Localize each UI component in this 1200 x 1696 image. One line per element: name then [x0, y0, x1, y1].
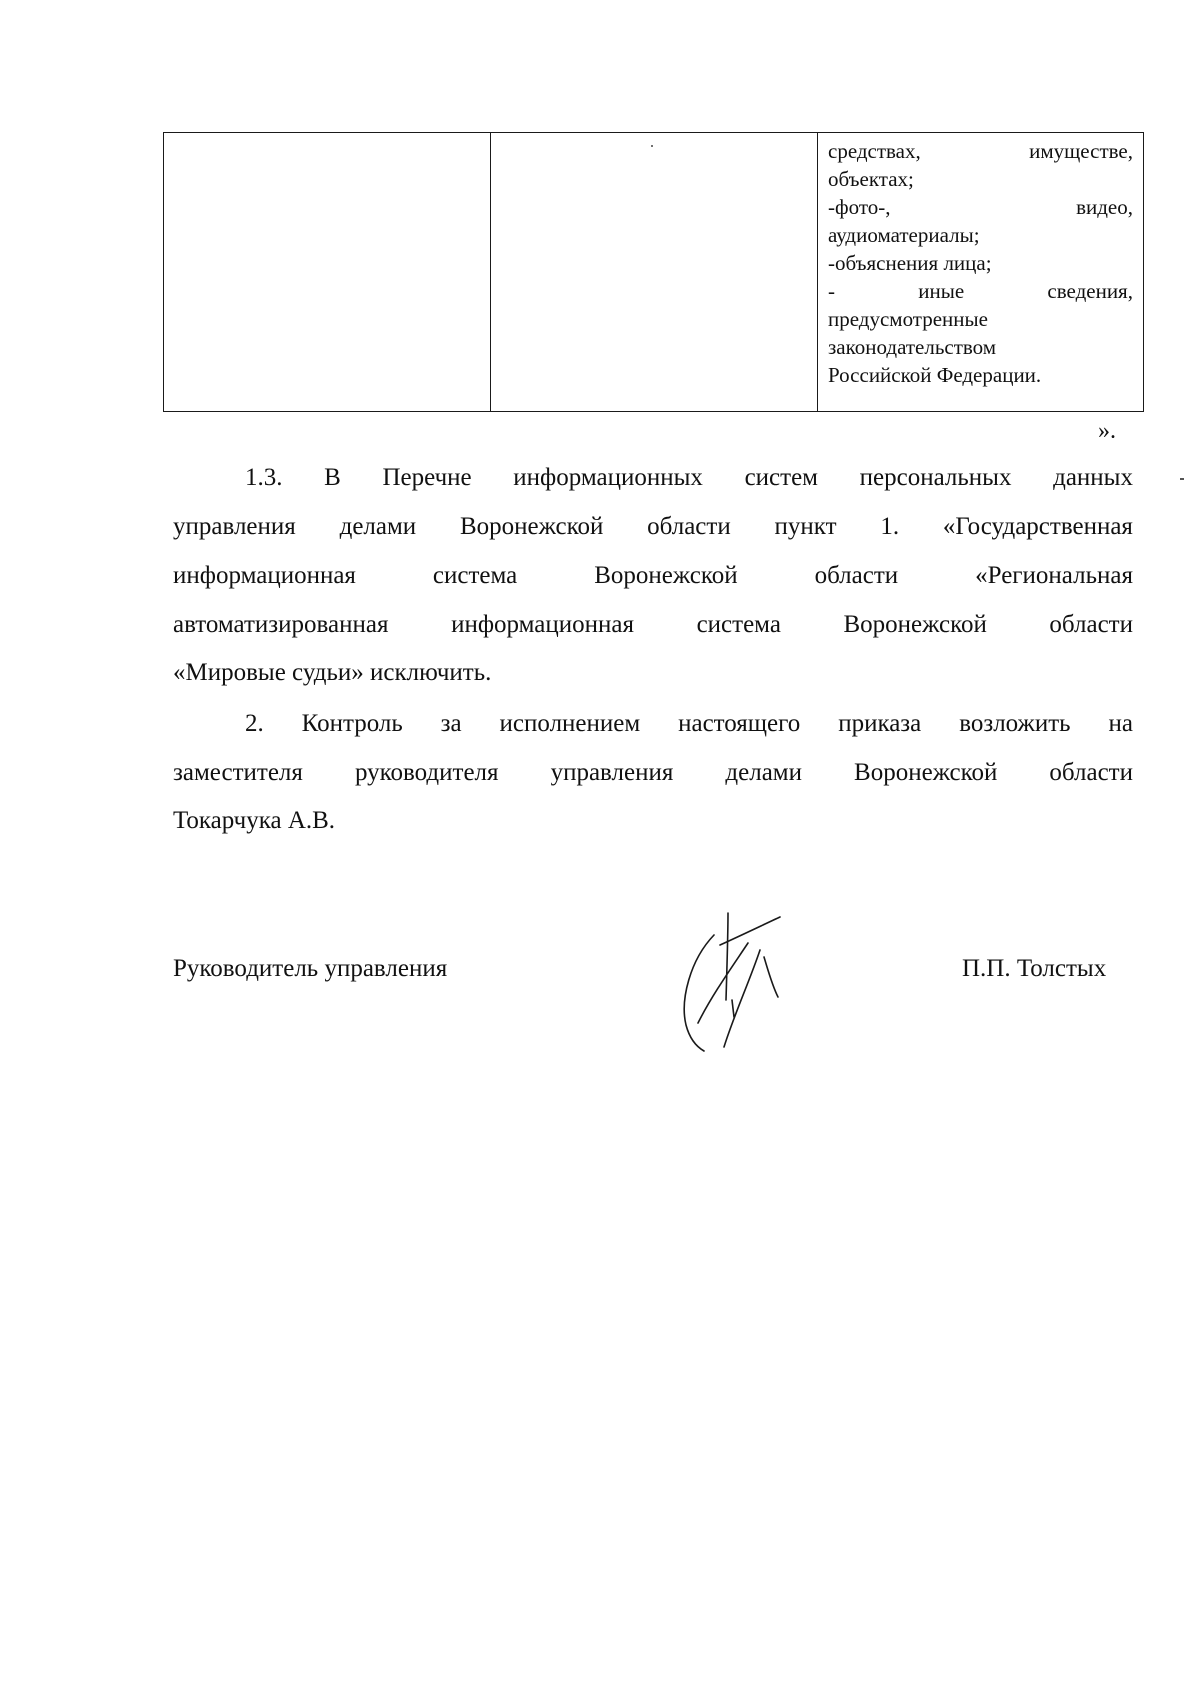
para-word: на	[1108, 710, 1133, 737]
para-word: возложить	[959, 710, 1071, 737]
para-word: области	[1049, 611, 1133, 638]
para-word: Токарчука А.В.	[173, 807, 336, 834]
table-word: Российской Федерации.	[828, 363, 1042, 387]
table-word: иные	[918, 279, 965, 303]
para-word: области	[647, 513, 731, 540]
table-word: имуществе,	[1029, 139, 1133, 163]
table-line	[828, 361, 1133, 389]
table-word: предусмотренные	[828, 307, 988, 331]
para-word: Перечне	[382, 464, 472, 491]
para-word: информационных	[513, 464, 703, 491]
table-line	[828, 165, 1133, 193]
para-word: информационная	[173, 562, 356, 589]
para-word: Воронежской	[843, 611, 987, 638]
scan-speck	[651, 145, 653, 147]
paragraph-line	[173, 610, 1133, 640]
paragraph-line	[173, 806, 1133, 836]
signatory-position: Руководитель управления	[173, 955, 448, 982]
table-line	[828, 277, 1133, 305]
signatory-name: П.П. Толстых	[962, 955, 1107, 982]
table-word: видео,	[1076, 195, 1133, 219]
para-word: настоящего	[678, 710, 801, 737]
para-word: система	[696, 611, 781, 638]
para-word: «Мировые судьи» исключить.	[173, 659, 492, 686]
para-word: делами	[725, 759, 802, 786]
para-word: руководителя	[354, 759, 499, 786]
table-line	[828, 249, 1133, 277]
para-word: Воронежской	[594, 562, 738, 589]
table-line	[828, 193, 1133, 221]
para-word: заместителя	[173, 759, 303, 786]
table-line	[828, 333, 1133, 361]
para-word: система	[432, 562, 518, 589]
table-word: -объяснения лица;	[828, 251, 992, 275]
para-word: Контроль	[301, 710, 403, 737]
table-word: -	[828, 279, 835, 303]
table-word: аудиоматериалы;	[828, 223, 980, 247]
para-word: данных	[1053, 464, 1133, 491]
paragraph-line	[173, 561, 1133, 591]
paragraph-line	[173, 658, 1133, 688]
paragraph-line	[173, 758, 1133, 788]
table-word: средствах,	[828, 139, 921, 163]
para-word: области	[1049, 759, 1133, 786]
paragraph-line	[245, 463, 1133, 493]
para-word: систем	[744, 464, 818, 491]
table-word: законодательством	[828, 335, 997, 359]
para-word: Воронежской	[854, 759, 998, 786]
para-word: исполнением	[499, 710, 641, 737]
paragraph-line	[245, 709, 1133, 739]
para-word: информационная	[451, 611, 634, 638]
table-cell-empty-1	[164, 133, 491, 411]
para-word: за	[440, 710, 462, 737]
para-word: 1.3.	[245, 464, 283, 491]
table-word: объектах;	[828, 167, 914, 191]
para-word: персональных	[859, 464, 1012, 491]
table-word: -фото-,	[828, 195, 891, 219]
para-word: Воронежской	[460, 513, 604, 540]
para-word: автоматизированная	[173, 611, 389, 638]
paragraph-line	[173, 512, 1133, 542]
para-word: 1.	[880, 513, 900, 540]
scan-speck	[1180, 478, 1184, 480]
para-word: приказа	[838, 710, 922, 737]
table-line	[828, 137, 1133, 165]
para-word: пункт	[774, 513, 837, 540]
table-cell-data-list	[818, 133, 1143, 411]
table-cell-empty-2	[491, 133, 818, 411]
table-word: сведения,	[1047, 279, 1133, 303]
para-word: В	[324, 464, 341, 491]
closing-quote: ».	[1098, 418, 1116, 444]
data-table-fragment	[163, 132, 1144, 412]
para-word: делами	[339, 513, 417, 540]
para-word: управления	[173, 513, 296, 540]
table-line	[828, 221, 1133, 249]
para-word: области	[814, 562, 899, 589]
para-word: «Государственная	[942, 513, 1133, 540]
para-word: управления	[550, 759, 674, 786]
table-line	[828, 305, 1133, 333]
para-word: 2.	[245, 710, 264, 737]
para-word: «Региональная	[975, 562, 1133, 589]
handwritten-signature	[672, 905, 792, 1055]
